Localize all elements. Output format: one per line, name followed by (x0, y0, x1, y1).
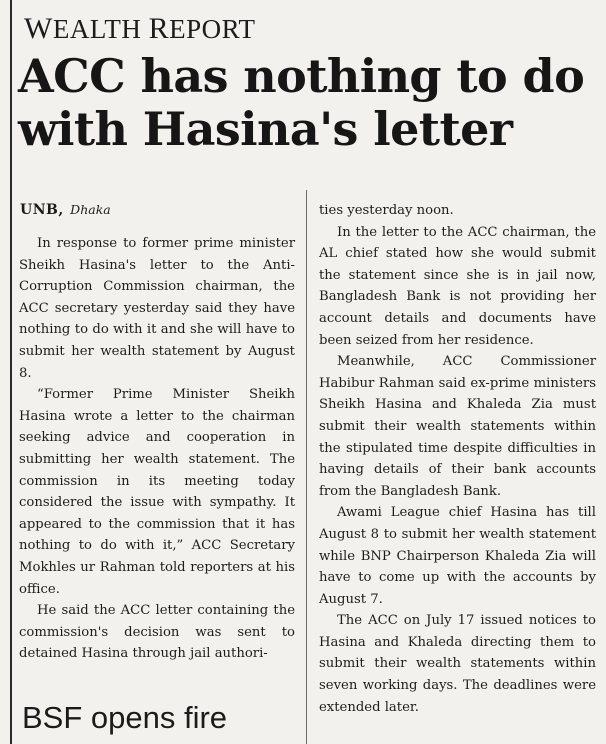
byline (20, 202, 111, 218)
section-kicker (24, 14, 255, 44)
kicker-rest-2: EPORT (169, 14, 256, 44)
paragraph-continued: ties yesterday noon. (319, 203, 454, 218)
headline-line-1: ACC has nothing to do (18, 49, 585, 103)
article-column-2 (319, 200, 596, 718)
paragraph: “Former Prime Minister Sheikh Hasina wrote a letter to the chairman seeking advice and cooperation in submitting her wealth statement. The commission in its meeting today considered the issue with sympathy. It appeared to the commission that it has nothing to do with it,” ACC Secretary Mokhles ur Rahman told reporters at his office. (19, 387, 295, 597)
column-divider (306, 190, 307, 744)
byline-location: Dhaka (70, 202, 111, 217)
kicker-rest-1: EALTH (52, 14, 149, 44)
left-column-rule (10, 0, 12, 744)
paragraph: In the letter to the ACC chairman, the AL chief stated how she would submit the statement since she is in jail now, Bangladesh Bank is not providing her account details and documents have been seized from her residence. (319, 224, 596, 348)
paragraph: Awami League chief Hasina has till August 8 to submit her wealth statement while BNP Chairperson Khaleda Zia will have to come up with the accounts by August 7. (319, 505, 596, 607)
kicker-initial-1: W (24, 12, 53, 45)
paragraph: The ACC on July 17 issued notices to Hasina and Khaleda directing them to submit their wealth statements within seven working days. The deadlines were extended later. (319, 613, 596, 715)
paragraph: He said the ACC letter containing the commission's decision was sent to detained Hasina through jail authori- (19, 603, 295, 662)
paragraph: Meanwhile, ACC Commissioner Habibur Rahman said ex-prime ministers Sheikh Hasina and Khaleda Zia must submit their wealth statements within the stipulated time despite difficulties in having details of their bank accounts from the Bangladesh Bank. (319, 354, 596, 499)
headline (18, 50, 606, 156)
article-column-1 (19, 233, 295, 665)
next-story-headline: BSF opens fire (22, 700, 228, 735)
kicker-initial-2: R (148, 12, 170, 45)
byline-agency: UNB, (20, 202, 64, 218)
paragraph: In response to former prime minister Sheikh Hasina's letter to the Anti-Corruption Commission chairman, the ACC secretary yesterday said they have nothing to do with it and she will have to submit her wealth statement by August 8. (19, 236, 295, 381)
headline-line-2: with Hasina's letter (18, 102, 513, 156)
